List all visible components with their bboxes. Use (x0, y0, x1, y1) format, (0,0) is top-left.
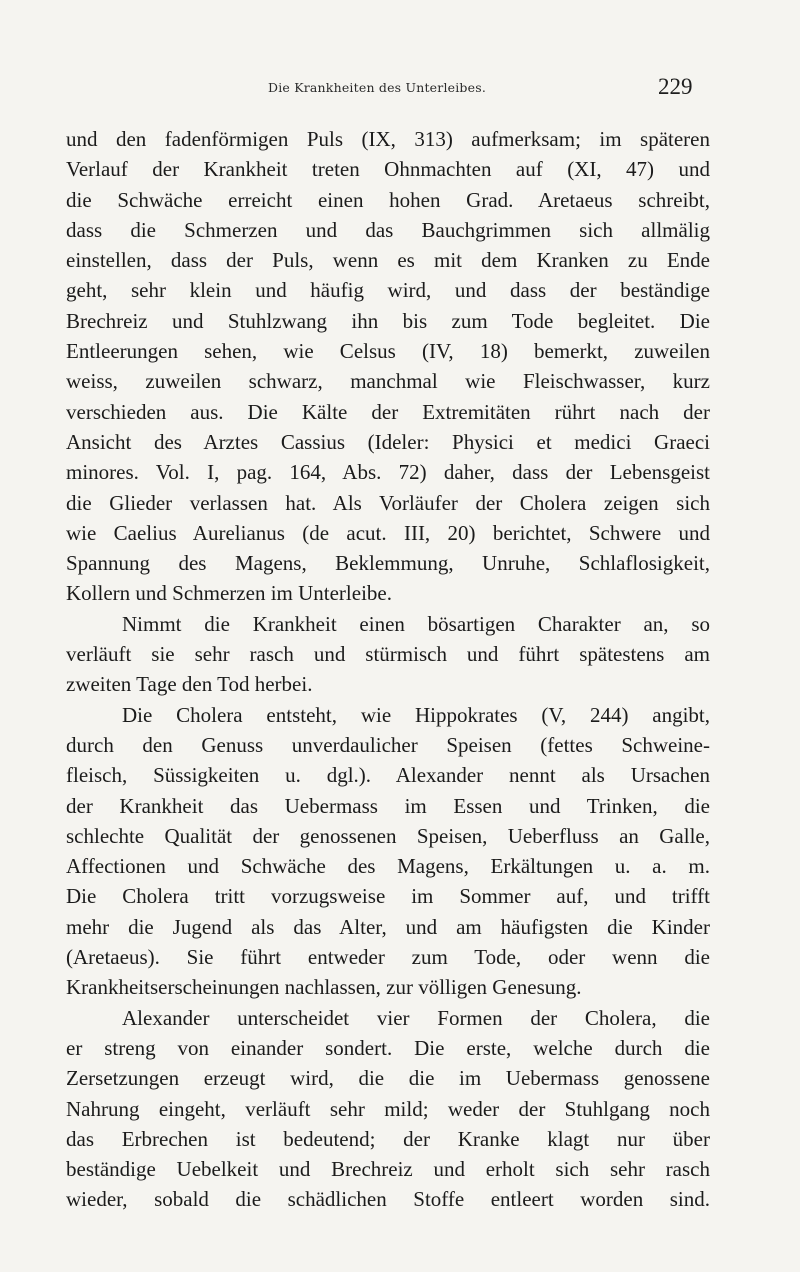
text-line: Entleerungen sehen, wie Celsus (IV, 18) bemerkt, zuweilen (66, 339, 710, 364)
text-line: die Schwäche erreicht einen hohen Grad. Aretaeus schreibt, (66, 187, 710, 212)
text-line: zweiten Tage den Tod herbei. (66, 672, 313, 697)
text-line: Brechreiz und Stuhlzwang ihn bis zum Tode begleitet. Die (66, 308, 710, 333)
text-line: Verlauf der Krankheit treten Ohnmachten auf (XI, 47) und (66, 157, 710, 182)
text-line: beständige Uebelkeit und Brechreiz und erholt sich sehr rasch (66, 1157, 710, 1182)
text-line: Die Cholera tritt vorzugsweise im Sommer auf, und trifft (66, 884, 710, 909)
text-line: wie Caelius Aurelianus (de acut. III, 20) berichtet, Schwere und (66, 520, 710, 545)
text-line: und den fadenförmigen Puls (IX, 313) aufmerksam; im späteren (66, 127, 710, 151)
body-text (66, 124, 710, 1215)
text-line: mehr die Jugend als das Alter, und am häufigsten die Kinder (66, 914, 710, 939)
text-line: Kollern und Schmerzen im Unterleibe. (66, 581, 392, 606)
text-line: verläuft sie sehr rasch und stürmisch und führt spätestens am (66, 642, 710, 667)
text-line: geht, sehr klein und häufig wird, und dass der beständige (66, 278, 710, 303)
text-line: er streng von einander sondert. Die erste, welche durch die (66, 1035, 710, 1060)
text-line: wieder, sobald die schädlichen Stoffe entleert worden sind. (66, 1187, 710, 1212)
text-line: Alexander unterscheidet vier Formen der Cholera, die (122, 1005, 710, 1030)
text-line: die Glieder verlassen hat. Als Vorläufer der Cholera zeigen sich (66, 490, 710, 515)
text-line: weiss, zuweilen schwarz, manchmal wie Fleischwasser, kurz (66, 369, 710, 394)
text-line: minores. Vol. I, pag. 164, Abs. 72) daher, dass der Lebensgeist (66, 460, 710, 485)
text-line: Spannung des Magens, Beklemmung, Unruhe, Schlaflosigkeit, (66, 551, 710, 576)
text-line: schlechte Qualität der genossenen Speisen, Ueberfluss an Galle, (66, 823, 710, 848)
text-line: der Krankheit das Uebermass im Essen und Trinken, die (66, 793, 710, 818)
page-number: 229 (658, 74, 693, 99)
text-line: Zersetzungen erzeugt wird, die die im Uebermass genossene (66, 1066, 710, 1091)
text-line: Affectionen und Schwäche des Magens, Erkältungen u. a. m. (66, 854, 710, 879)
text-line: Nahrung eingeht, verläuft sehr mild; weder der Stuhlgang noch (66, 1096, 710, 1121)
running-title: Die Krankheiten des Unterleibes. (268, 80, 487, 95)
text-line: Krankheitserscheinungen nachlassen, zur völligen Genesung. (66, 975, 582, 1000)
text-line: Die Cholera entsteht, wie Hippokrates (V, 244) angibt, (122, 702, 710, 727)
text-line: einstellen, dass der Puls, wenn es mit dem Kranken zu Ende (66, 248, 710, 273)
text-line: durch den Genuss unverdaulicher Speisen (fettes Schweine- (66, 732, 710, 757)
text-line: dass die Schmerzen und das Bauchgrimmen sich allmälig (66, 217, 710, 242)
text-line: Nimmt die Krankheit einen bösartigen Charakter an, so (122, 611, 710, 636)
text-line: fleisch, Süssigkeiten u. dgl.). Alexander nennt als Ursachen (66, 763, 710, 788)
text-line: (Aretaeus). Sie führt entweder zum Tode, oder wenn die (66, 945, 710, 970)
text-line: verschieden aus. Die Kälte der Extremitäten rührt nach der (66, 399, 710, 424)
text-line: Ansicht des Arztes Cassius (Ideler: Physici et medici Graeci (66, 429, 710, 454)
text-line: das Erbrechen ist bedeutend; der Kranke klagt nur über (66, 1126, 710, 1151)
